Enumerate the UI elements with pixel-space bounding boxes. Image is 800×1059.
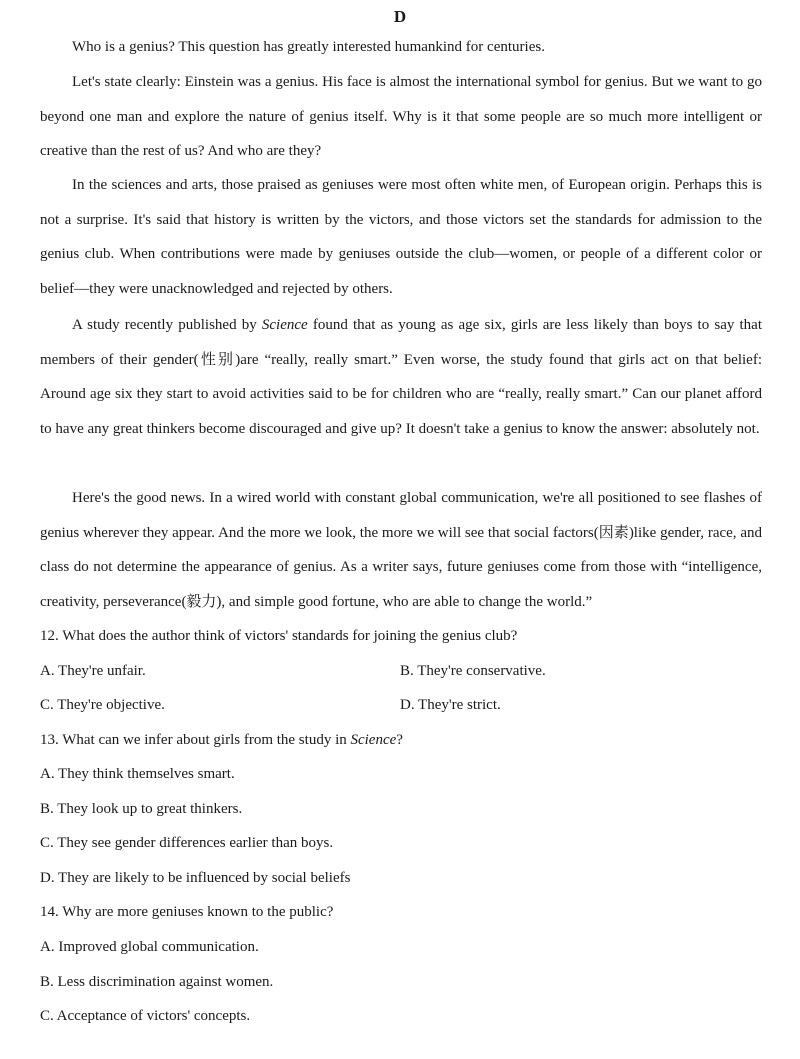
paragraph-4-journal: Science <box>261 317 308 333</box>
question-13-stem-a: 13. What can we infer about girls from the study in <box>40 732 351 748</box>
paragraph-3: In the sciences and arts, those praised as geniuses were most often white men, of European origin. Perhaps this is not a surprise. It's said that history is written by the victors, and those victors set the standards for admission to the genius club. When contributions were made by geniuses outside the club—women, or people of a different color or belief—they were unacknowledged and rejected by others. <box>40 177 762 297</box>
question-12-option-c: C. They're objective. <box>40 697 165 713</box>
paragraph-1: Who is a genius? This question has greatly interested humankind for centuries. <box>72 39 545 55</box>
question-13-option-c: C. They see gender differences earlier than boys. <box>40 835 334 851</box>
question-13-option-b: B. They look up to great thinkers. <box>40 801 243 817</box>
paragraph-2: Let's state clearly: Einstein was a genius. His face is almost the international symbol for genius. But we want to go beyond one man and explore the nature of genius itself. Why is it that some people are so much more intelligent or creative than the rest of us? And who are they? <box>40 74 762 159</box>
question-14-option-a: A. Improved global communication. <box>40 939 259 955</box>
question-14-stem: 14. Why are more geniuses known to the public? <box>40 904 334 920</box>
question-13-stem <box>40 730 760 750</box>
question-14-option-b: B. Less discrimination against women. <box>40 974 274 990</box>
question-14-option-c: C. Acceptance of victors' concepts. <box>40 1008 251 1024</box>
section-title: D <box>393 7 407 26</box>
question-12-option-b: B. They're conservative. <box>400 663 546 679</box>
paragraph-4 <box>40 308 762 446</box>
paragraph-5: Here's the good news. In a wired world with constant global communication, we're all positioned to see flashes of genius wherever they appear. And the more we look, the more we will see that social factors(因素)like gender, race, and class do not determine the appearance of genius. As a writer says, future geniuses come from those with “intelligence, creativity, perseverance(毅力), and simple good fortune, who are able to change the world.” <box>40 490 762 610</box>
question-13-stem-b: ? <box>396 732 403 748</box>
paragraph-4-text-a: A study recently published by <box>72 317 262 333</box>
question-13-option-d: D. They are likely to be influenced by social beliefs <box>40 870 351 886</box>
question-13-journal: Science <box>350 732 397 748</box>
question-12-stem: 12. What does the author think of victors' standards for joining the genius club? <box>40 628 518 644</box>
paragraph-4-text-b: found that as young as age six, girls are less likely than boys to say that members of their gender(性别)are “really, really smart.” Even worse, the study found that girls act on that belief: Around age six they start to avoid activities said to be for children who are “really, really smart.” Can our planet afford to have any great thinkers become discouraged and give up? It doesn't take a genius to know the answer: absolutely not. <box>40 317 762 437</box>
question-13-option-a: A. They think themselves smart. <box>40 766 235 782</box>
question-12-option-a: A. They're unfair. <box>40 663 146 679</box>
question-12-option-d: D. They're strict. <box>400 697 501 713</box>
